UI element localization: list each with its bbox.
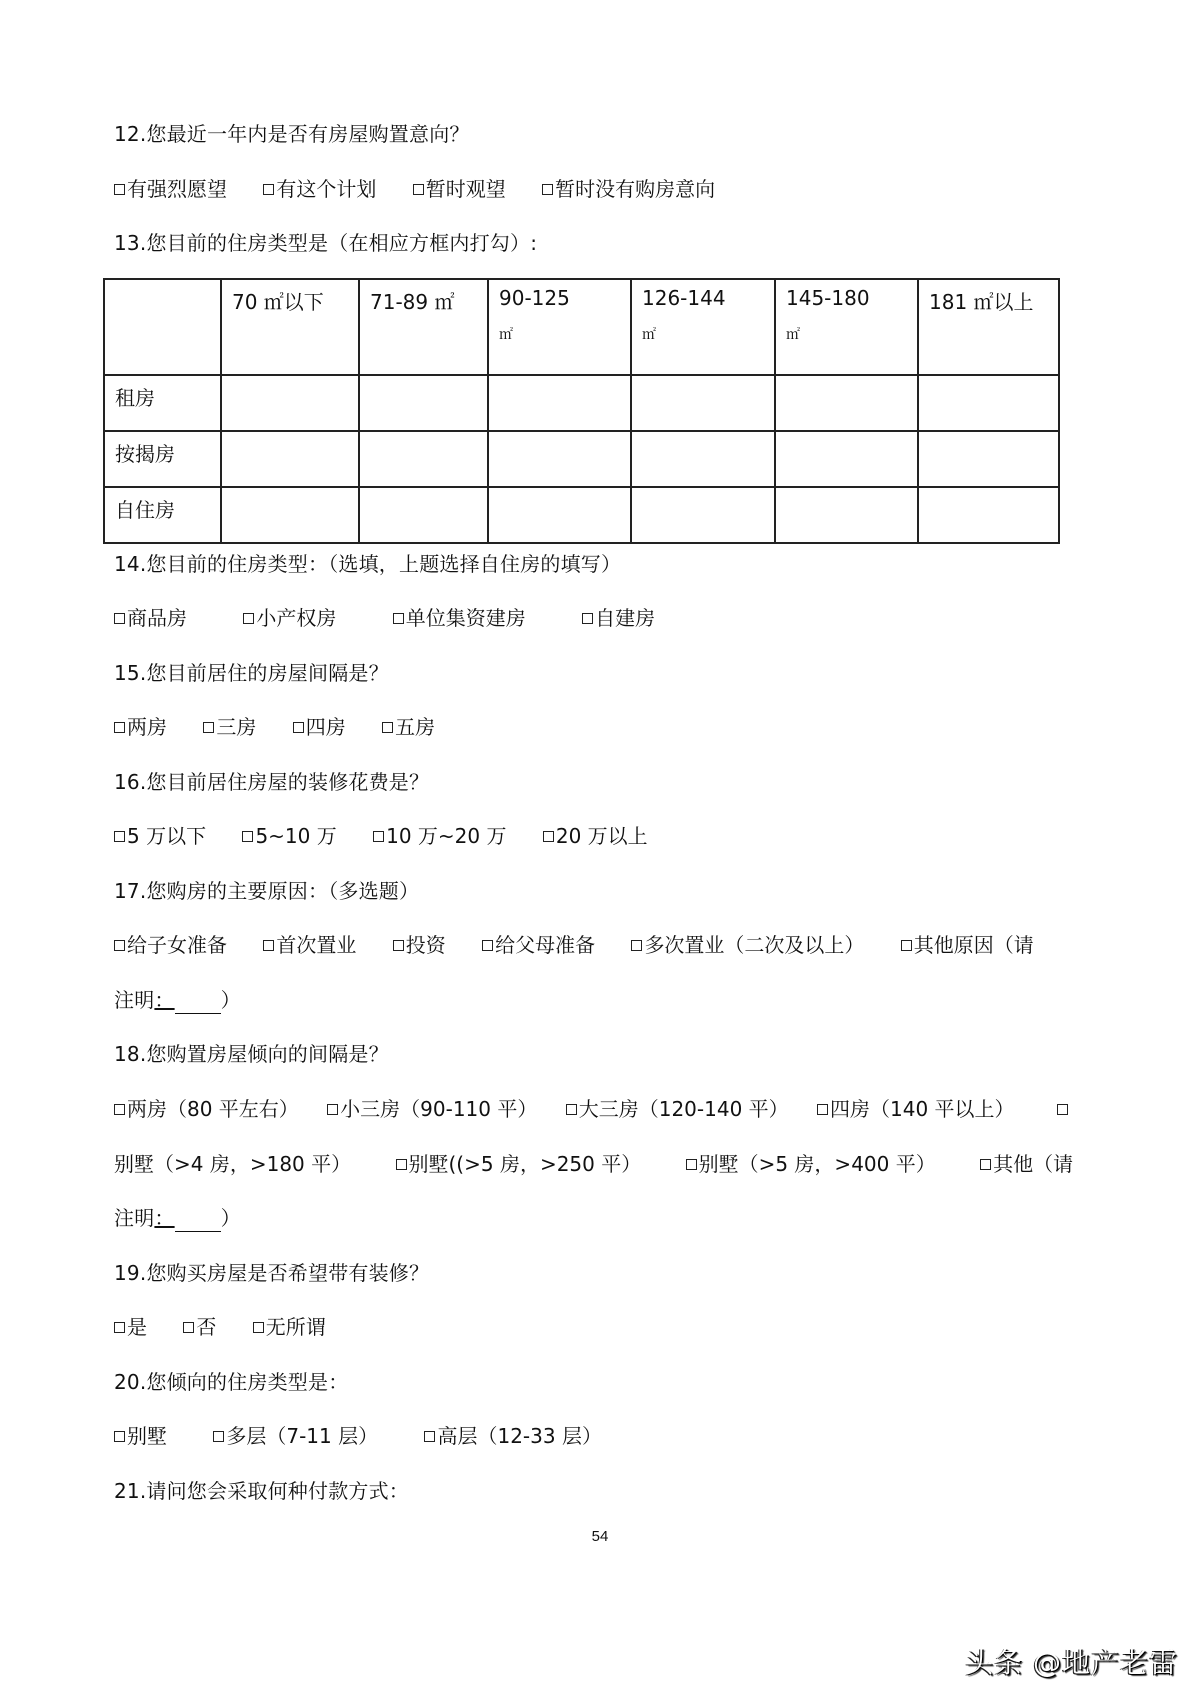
question-17-note: 注明： ） [114,988,241,1012]
check-cell[interactable] [918,487,1059,543]
question-14-title: 14.您目前的住房类型：（选填，上题选择自住房的填写） [114,552,622,576]
question-17-options [114,931,1034,959]
option-checkbox[interactable]: 有这个计划 [263,175,376,203]
checkbox-icon[interactable] [327,1104,338,1115]
check-cell[interactable] [221,487,359,543]
checkbox-icon[interactable] [114,1322,125,1333]
checkbox-icon[interactable] [413,184,424,195]
row-label: 自住房 [104,487,221,543]
option-checkbox[interactable]: 四房 [293,713,346,741]
check-cell[interactable] [359,487,488,543]
option-checkbox[interactable]: 三房 [203,713,256,741]
table-header-cell: 126-144 ㎡ [631,279,775,375]
table-row [104,375,1059,431]
option-checkbox[interactable]: 暂时观望 [413,175,506,203]
checkbox-icon[interactable] [183,1322,194,1333]
checkbox-icon[interactable] [543,831,554,842]
checkbox-icon[interactable] [114,940,125,951]
question-19-title: 19.您购买房屋是否希望带有装修？ [114,1261,430,1285]
checkbox-icon[interactable] [114,613,125,624]
question-18-options-line1 [114,1095,1070,1123]
checkbox-icon[interactable] [566,1104,577,1115]
option-checkbox[interactable]: 是 [114,1313,147,1341]
question-18-title: 18.您购置房屋倾向的间隔是？ [114,1042,389,1066]
row-label: 按揭房 [104,431,221,487]
question-21-title: 21.请问您会采取何种付款方式： [114,1479,410,1503]
table-row [104,487,1059,543]
check-cell[interactable] [631,431,775,487]
checkbox-icon[interactable] [393,613,404,624]
table-header-cell: 70 ㎡以下 [221,279,359,375]
checkbox-icon[interactable] [114,184,125,195]
checkbox-icon[interactable] [263,940,274,951]
question-18-options-line2: 别墅（>4 房，>180 平） 别墅((>5 房，>250 平） 别墅（>5 房，>400 平） 其他（请 [114,1152,1074,1176]
table-header-cell: 145-180 ㎡ [775,279,918,375]
checkbox-icon[interactable] [114,722,125,733]
option-checkbox[interactable]: 别墅（>5 房，>400 平） [686,1150,936,1178]
checkbox-icon[interactable] [396,1159,407,1170]
question-14-options [114,604,683,632]
checkbox-icon[interactable] [382,722,393,733]
question-15-title: 15.您目前居住的房屋间隔是？ [114,661,389,685]
option-checkbox[interactable]: 20 万以上 [543,822,648,850]
option-checkbox[interactable]: 其他（请 [980,1150,1073,1178]
check-cell[interactable] [221,375,359,431]
option-checkbox[interactable]: 给父母准备 [482,931,595,959]
checkbox-icon[interactable] [203,722,214,733]
option-checkbox[interactable]: 高层（12-33 层） [424,1422,601,1450]
row-label: 租房 [104,375,221,431]
option-checkbox[interactable]: 单位集资建房 [393,604,526,632]
option-checkbox[interactable]: 两房 [114,713,167,741]
checkbox-icon[interactable] [243,613,254,624]
table-header-cell: 90-125 ㎡ [488,279,631,375]
checkbox-icon[interactable] [1057,1104,1068,1115]
checkbox-icon[interactable] [213,1431,224,1442]
option-checkbox[interactable]: 5~10 万 [242,822,336,850]
table-header-cell: 181 ㎡以上 [918,279,1059,375]
option-checkbox[interactable]: 别墅((>5 房，>250 平） [396,1150,642,1178]
check-cell[interactable] [775,487,918,543]
question-20-title: 20.您倾向的住房类型是： [114,1370,349,1394]
question-16-options [114,822,676,850]
checkbox-icon[interactable] [114,831,125,842]
check-cell[interactable] [488,375,631,431]
table-row [104,431,1059,487]
check-cell[interactable] [221,431,359,487]
check-cell[interactable] [918,431,1059,487]
checkbox-icon[interactable] [114,1431,125,1442]
watermark: 头条 @地产老雷 [965,1646,1178,1679]
checkbox-icon[interactable] [293,722,304,733]
question-16-title: 16.您目前居住房屋的装修花费是？ [114,770,430,794]
question-19-options [114,1313,354,1341]
housing-type-table [103,278,1060,544]
checkbox-icon[interactable] [686,1159,697,1170]
checkbox-icon[interactable] [901,940,912,951]
check-cell[interactable] [359,431,488,487]
option-checkbox[interactable]: 5 万以下 [114,822,206,850]
checkbox-icon[interactable] [482,940,493,951]
option-checkbox[interactable]: 10 万~20 万 [373,822,506,850]
question-17-title: 17.您购房的主要原因：（多选题） [114,879,420,903]
option-checkbox[interactable]: 大三房（120-140 平） [566,1095,789,1123]
option-checkbox[interactable]: 多次置业（二次及以上） [631,931,864,959]
question-12-title: 12.您最近一年内是否有房屋购置意向？ [114,122,470,146]
option-checkbox[interactable]: 商品房 [114,604,187,632]
checkbox-icon[interactable] [631,940,642,951]
option-checkbox[interactable]: 四房（140 平以上） [817,1095,1015,1123]
checkbox-icon[interactable] [263,184,274,195]
table-header-row [104,279,1059,375]
option-checkbox[interactable]: 其他原因（请 [901,931,1034,959]
checkbox-icon[interactable] [817,1104,828,1115]
checkbox-icon[interactable] [393,940,404,951]
checkbox-icon[interactable] [424,1431,435,1442]
checkbox-icon[interactable] [253,1322,264,1333]
option-checkbox[interactable]: 别墅 [114,1422,167,1450]
option-checkbox[interactable]: 有强烈愿望 [114,175,227,203]
table-corner-cell [104,279,221,375]
option-checkbox[interactable]: 多层（7-11 层） [213,1422,378,1450]
other-reason-input[interactable] [175,993,221,1014]
check-cell[interactable] [631,375,775,431]
option-checkbox[interactable]: 两房（80 平左右） [114,1095,299,1123]
question-18-note: 注明： ） [114,1206,241,1230]
check-cell[interactable] [631,487,775,543]
option-checkbox[interactable]: 暂时没有购房意向 [542,175,715,203]
other-layout-input[interactable] [175,1211,221,1232]
option-checkbox[interactable]: 小三房（90-110 平） [327,1095,537,1123]
option-checkbox[interactable]: 小产权房 [243,604,336,632]
checkbox-icon[interactable] [373,831,384,842]
option-checkbox[interactable]: 投资 [393,931,446,959]
check-cell[interactable] [775,375,918,431]
checkbox-icon[interactable] [582,613,593,624]
question-12-options [114,175,743,203]
option-checkbox[interactable]: 否 [183,1313,216,1341]
option-checkbox[interactable]: 无所谓 [253,1313,326,1341]
question-15-options [114,713,463,741]
option-checkbox[interactable]: 五房 [382,713,435,741]
check-cell[interactable] [775,431,918,487]
check-cell[interactable] [359,375,488,431]
question-20-options [114,1422,630,1450]
question-13-title: 13.您目前的住房类型是（在相应方框内打勾）: [114,231,538,255]
check-cell[interactable] [488,431,631,487]
checkbox-icon[interactable] [242,831,253,842]
table-header-cell: 71-89 ㎡ [359,279,488,375]
check-cell[interactable] [918,375,1059,431]
check-cell[interactable] [488,487,631,543]
checkbox-icon[interactable] [980,1159,991,1170]
option-checkbox[interactable]: 首次置业 [263,931,356,959]
page-number: 54 [591,1528,609,1545]
option-checkbox[interactable]: 给子女准备 [114,931,227,959]
option-checkbox[interactable]: 自建房 [582,604,655,632]
checkbox-icon[interactable] [114,1104,125,1115]
checkbox-icon[interactable] [542,184,553,195]
